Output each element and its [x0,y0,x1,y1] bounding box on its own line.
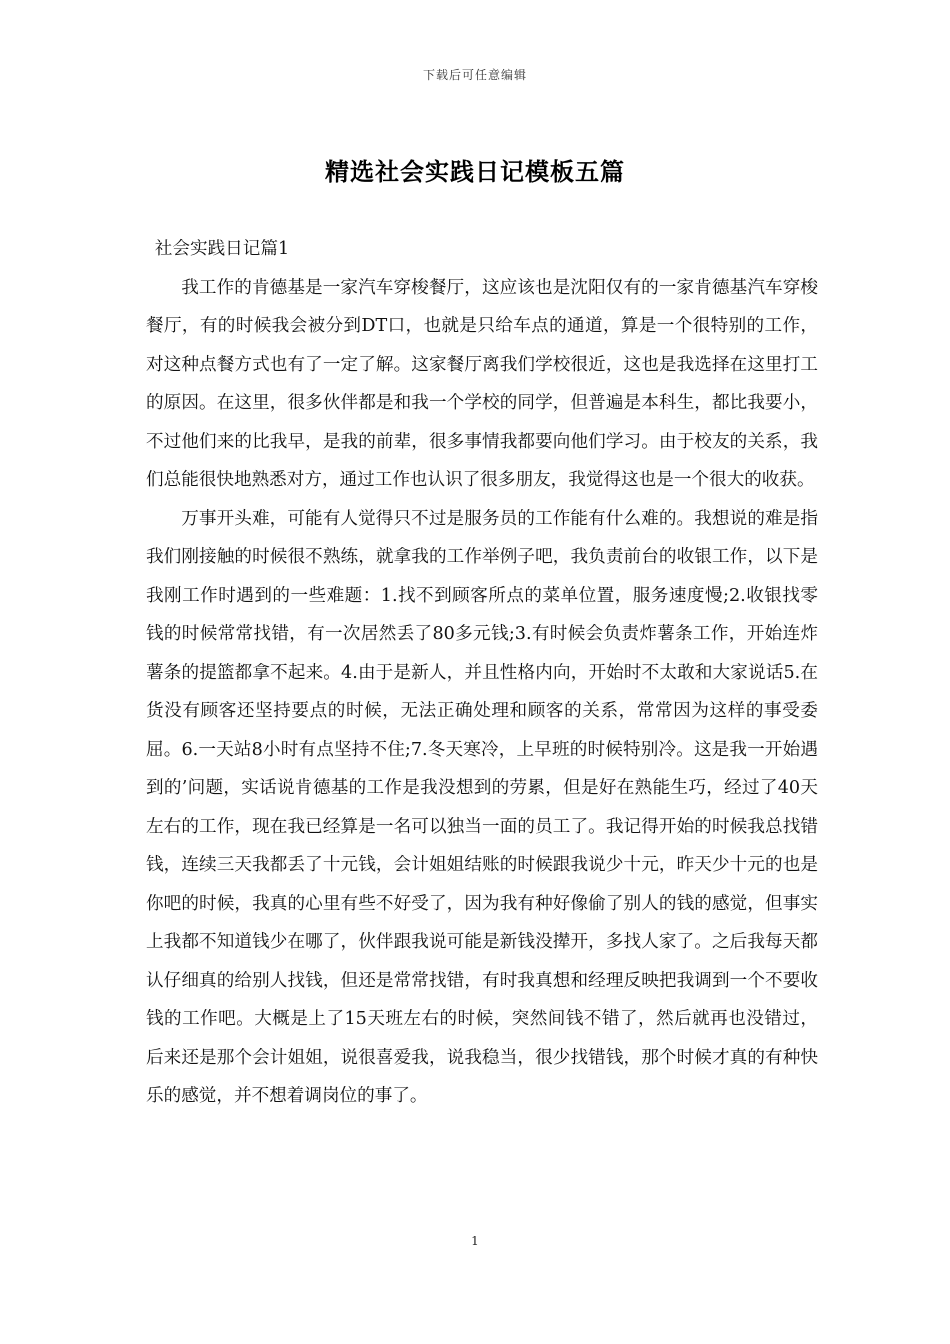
section-heading: 社会实践日记篇1 [154,239,290,259]
paragraph-1: 我工作的肯德基是一家汽车穿梭餐厅，这应该也是沈阳仅有的一家肯德基汽车穿梭餐厅，有的时候我会被分到DT口，也就是只给车点的通道，算是一个很特别的工作，对这种点餐方式也有了一定了解。这家餐厅离我们学校很近，这也是我选择在这里打工的原因。在这里，很多伙伴都是和我一个学校的同学，但普遍是本科生，都比我要小，不过他们来的比我早，是我的前辈，很多事情我都要向他们学习。由于校友的关系，我们总能很快地熟悉对方，通过工作也认识了很多朋友，我觉得这也是一个很大的收获。 [146,277,818,490]
document-title: 精选社会实践日记模板五篇 [325,157,625,186]
page-number: 1 [471,1234,479,1248]
document-body [146,230,818,1116]
paragraph-2: 万事开头难，可能有人觉得只不过是服务员的工作能有什么难的。我想说的难是指我们刚接触的时候很不熟练，就拿我的工作举例子吧，我负责前台的收银工作，以下是我刚工作时遇到的一些难题：1.找不到顾客所点的菜单位置，服务速度慢;2.收银找零钱的时候常常找错，有一次居然丢了80多元钱;3.有时候会负责炸薯条工作，开始连炸薯条的提篮都拿不起来。4.由于是新人，并且性格内向，开始时不太敢和大家说话5.在货没有顾客还坚持要点的时候，无法正确处理和顾客的关系，常常因为这样的事受委屈。6.一天站8小时有点坚持不住;7.冬天寒冷，上早班的时候特别冷。这是我一开始遇到的’问题，实话说肯德基的工作是我没想到的劳累，但是好在熟能生巧，经过了40天左右的工作，现在我已经算是一名可以独当一面的员工了。我记得开始的时候我总找错钱，连续三天我都丢了十元钱，会计姐姐结账的时候跟我说少十元，昨天少十元的也是你吧的时候，我真的心里有些不好受了，因为我有种好像偷了别人的钱的感觉，但事实上我都不知道钱少在哪了，伙伴跟我说可能是新钱没撵开，多找人家了。之后我每天都认仔细真的给别人找钱，但还是常常找错，有时我真想和经理反映把我调到一个不要收钱的工作吧。大概是上了15天班左右的时候，突然间钱不错了，然后就再也没错过，后来还是那个会计姐姐，说很喜爱我，说我稳当，很少找错钱，那个时候才真的有种快乐的感觉，并不想着调岗位的事了。 [146,508,818,1106]
header-note: 下载后可任意编辑 [422,68,527,82]
